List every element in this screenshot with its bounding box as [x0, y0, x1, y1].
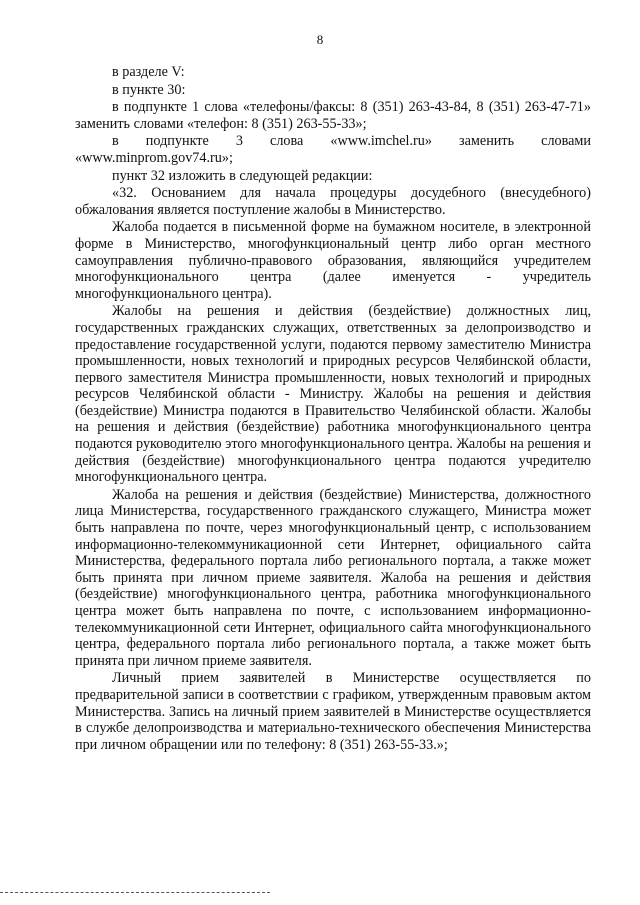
paragraph-item-32-basis: «32. Основанием для начала процедуры досудебного (внесудебного) обжалования является поступление жалобы в Министерство. — [75, 185, 591, 218]
paragraph-personal-reception: Личный прием заявителей в Министерстве осуществляется по предварительной записи в соответствии с графиком, утвержденным правовым актом Министерства. Запись на личный прием заявителей в Министерстве осуществляется в службе делопроизводства и материально-технического обеспечения Министерства при личном обращении или по телефону: 8 (351) 263-55-33.»; — [75, 670, 591, 753]
page-number: 8 — [316, 32, 324, 47]
paragraph-subitem-3: в подпункте 3 слова «www.imchel.ru» заменить словами «www.minprom.gov74.ru»; — [75, 133, 591, 166]
paragraph-complaint-channels: Жалоба на решения и действия (бездействие) Министерства, должностного лица Министерства, государственного гражданского служащего, Министра может быть направлена по почте, через многофункциональный центр, с использованием информационно-телекоммуникационной сети Интернет, официального сайта Министерства, федерального портала либо регионального портала, а также может быть принята при личном приеме заявителя. Жалоба на решения и действия (бездействие) многофункционального центра, работника многофункционального центра может быть направлена по почте, с использованием информационно-телекоммуникационной сети Интернет, официального сайта многофункционального центра, федерального портала либо регионального портала, а также может быть принята при личном приеме заявителя. — [75, 486, 591, 669]
document-body — [75, 64, 591, 753]
paragraph-subitem-1: в подпункте 1 слова «телефоны/факсы: 8 (351) 263-43-84, 8 (351) 263-47-71» заменить словами «телефон: 8 (351) 263-55-33»; — [75, 99, 591, 132]
paragraph-complaint-addressees: Жалобы на решения и действия (бездействие) должностных лиц, государственных гражданских служащих, ответственных за делопроизводство и предоставление государственной услуги, подаются первому заместителю Министра промышленности, новых технологий и природных ресурсов Челябинской области, первого заместителя Министра промышленности, новых технологий и природных ресурсов Челябинской области - Министру. Жалобы на решения и действия (бездействие) Министра подаются в Правительство Челябинской области. Жалобы на решения и действия (бездействие) работника многофункционального центра подаются руководителю этого многофункционального центра. Жалобы на решения и действия (бездействие) многофункционального центра подаются учредителю многофункционального центра. — [75, 303, 591, 486]
paragraph-complaint-form: Жалоба подается в письменной форме на бумажном носителе, в электронной форме в Министерство, многофункциональный центр либо орган местного самоуправления публично-правового образования, являющийся учредителем многофункционального центра (далее именуется - учредитель многофункционального центра). — [75, 219, 591, 302]
paragraph-item-32-intro: пункт 32 изложить в следующей редакции: — [112, 167, 373, 184]
paragraph-section-v: в разделе V: — [112, 64, 185, 80]
paragraph-item-30: в пункте 30: — [112, 81, 186, 98]
footnote-separator — [0, 892, 270, 893]
